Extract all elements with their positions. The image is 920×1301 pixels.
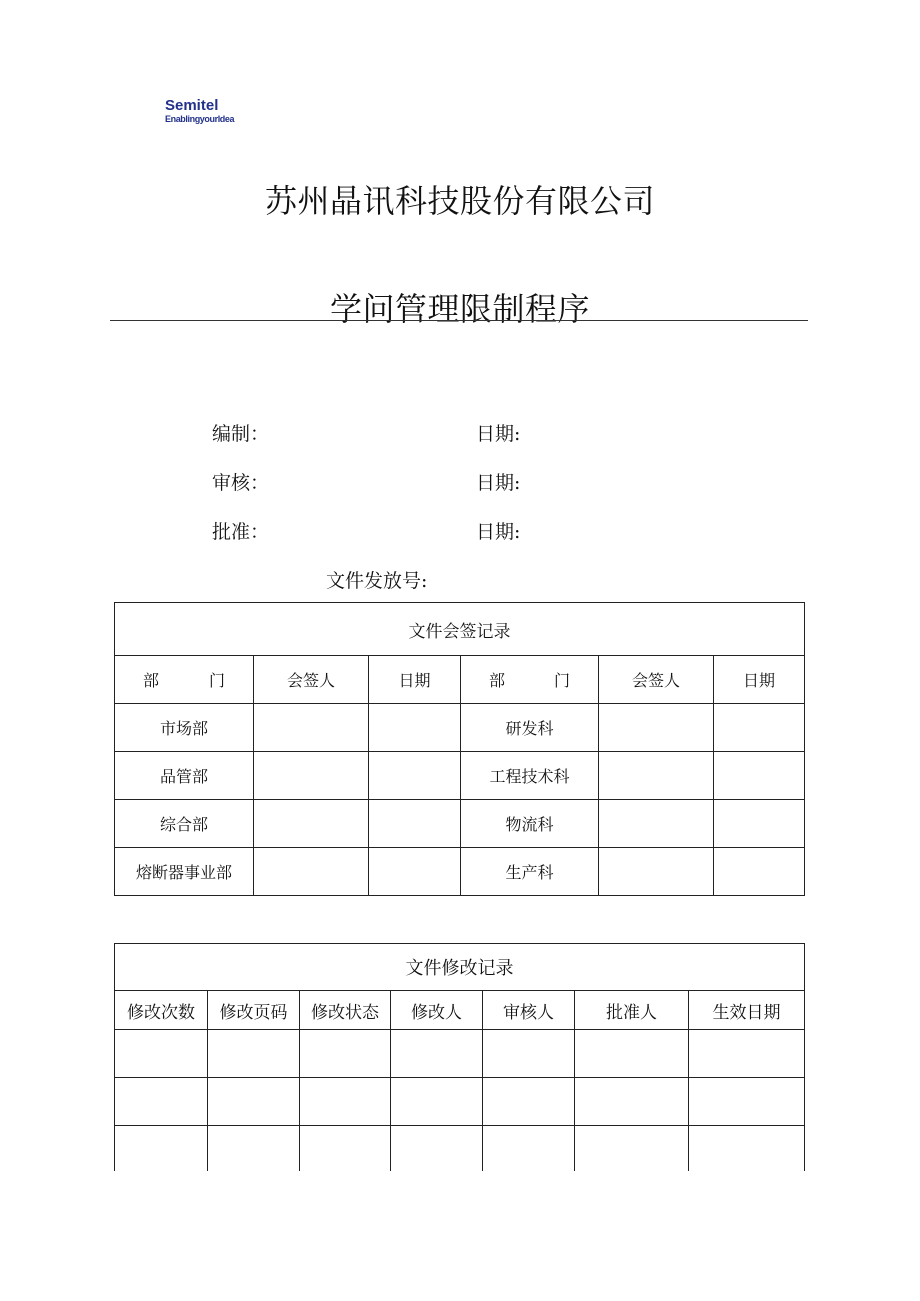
dept-cell: 熔断器事业部 [115,848,254,896]
date-cell [369,752,461,800]
date-cell [369,704,461,752]
signer-cell [599,800,714,848]
table-row [115,752,805,800]
col-header-approver: 批准人 [575,991,689,1030]
signer-cell [254,704,369,752]
date-cell [714,704,805,752]
col-header-dept: 部 门 [115,656,254,704]
prepared-by-label: 编制： [212,423,270,445]
col-header-page: 修改页码 [208,991,300,1030]
dept-cell: 生产科 [461,848,599,896]
col-header-date: 日期 [369,656,461,704]
col-header-modifier: 修改人 [391,991,483,1030]
date-cell [369,848,461,896]
dept-cell: 物流科 [461,800,599,848]
dept-cell: 品管部 [115,752,254,800]
col-header-signer: 会签人 [599,656,714,704]
reviewed-by-label: 审核： [212,472,270,494]
col-header-reviewer: 审核人 [483,991,575,1030]
distribution-number-label: 文件发放号: [326,570,428,592]
signer-cell [599,752,714,800]
col-header-status: 修改状态 [300,991,391,1030]
table-row [115,704,805,752]
signer-cell [254,752,369,800]
revision-table [114,943,805,1171]
table-row [115,1030,805,1078]
col-header-dept: 部 门 [461,656,599,704]
date-cell [714,848,805,896]
signer-cell [254,848,369,896]
table-row [115,800,805,848]
col-header-signer: 会签人 [254,656,369,704]
col-header-revision-no: 修改次数 [115,991,208,1030]
dept-cell: 综合部 [115,800,254,848]
document-title: 学问管理限制程序 [329,290,590,328]
prepared-date-label: 日期: [476,423,521,445]
table-row [115,848,805,896]
approved-date-label: 日期: [476,521,521,543]
company-name: 苏州晶讯科技股份有限公司 [264,182,655,220]
logo-tagline: Enablingyourldea [165,114,235,124]
signer-cell [254,800,369,848]
logo-name: Semitel [165,97,219,114]
date-cell [714,800,805,848]
countersign-table-title: 文件会签记录 [115,603,805,656]
table-row [115,1078,805,1126]
dept-cell: 工程技术科 [461,752,599,800]
title-divider [110,320,808,321]
reviewed-date-label: 日期: [476,472,521,494]
date-cell [369,800,461,848]
date-cell [714,752,805,800]
company-logo [165,98,234,124]
table-row [115,1126,805,1172]
signer-cell [599,848,714,896]
approved-by-label: 批准： [212,521,270,543]
col-header-date: 日期 [714,656,805,704]
signer-cell [599,704,714,752]
countersign-table [114,602,805,896]
dept-cell: 市场部 [115,704,254,752]
col-header-effective-date: 生效日期 [689,991,805,1030]
revision-table-title: 文件修改记录 [115,944,805,991]
dept-cell: 研发科 [461,704,599,752]
